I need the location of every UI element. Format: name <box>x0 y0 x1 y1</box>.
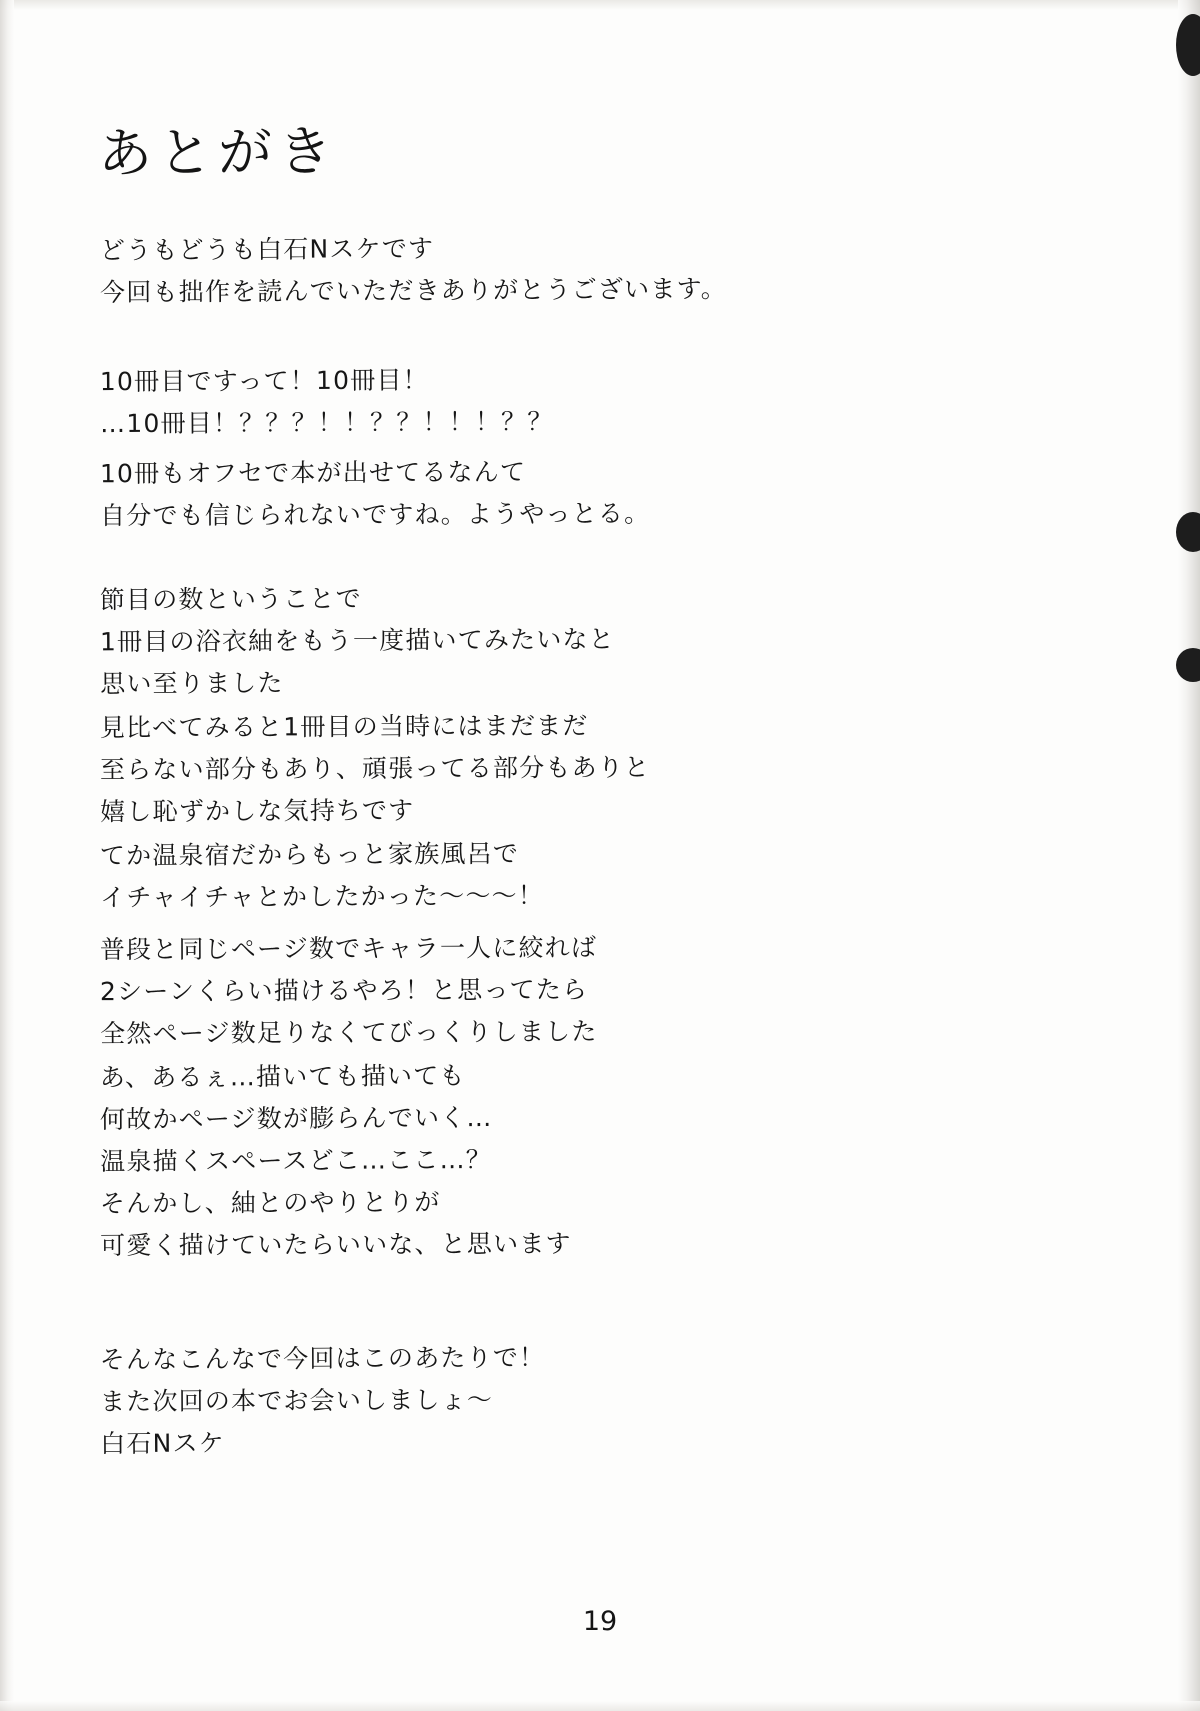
paragraph: 節目の数ということで 1冊目の浴衣紬をもう一度描いてみたいなと 思い至りました <box>99 583 615 699</box>
paragraph: 10冊目ですって！10冊目！ …10冊目！？？？！！？？！！！？？ <box>99 365 554 439</box>
paragraph: そんかし、紬とのやりとりが 可愛く描けていたらいいな、と思います <box>99 1187 572 1261</box>
paragraph: どうもどうも白石Nスケです 今回も拙作を読んでいただきありがとうございます。 <box>99 233 728 307</box>
page-title: あとがき <box>97 119 339 186</box>
paragraph: あ、あるぇ…描いても描いても 何故かページ数が膨らんでいく… 温泉描くスペースどこ…ここ…？ <box>99 1061 493 1177</box>
paragraph: 10冊もオフセで本が出せてるなんて 自分でも信じられないですね。ようやっとる。 <box>99 457 651 531</box>
page-number: 19 <box>582 1606 618 1637</box>
paragraph: てか温泉宿だからもっと家族風呂で イチャイチャとかしたかった〜〜〜！ <box>99 838 545 913</box>
paragraph: 見比べてみると1冊目の当時にはまだまだ 至らない部分もあり、頑張ってる部分もありと 嬉し恥ずかしな気持ちです <box>99 711 651 827</box>
paragraph: 普段と同じページ数でキャラ一人に絞れば 2シーンくらい描けるやろ！と思ってたら 全然ページ数足りなくてびっくりしました <box>99 932 598 1049</box>
paragraph: そんなこんなで今回はこのあたりで！ また次回の本でお会いしましょ〜 白石Nスケ <box>99 1342 546 1459</box>
